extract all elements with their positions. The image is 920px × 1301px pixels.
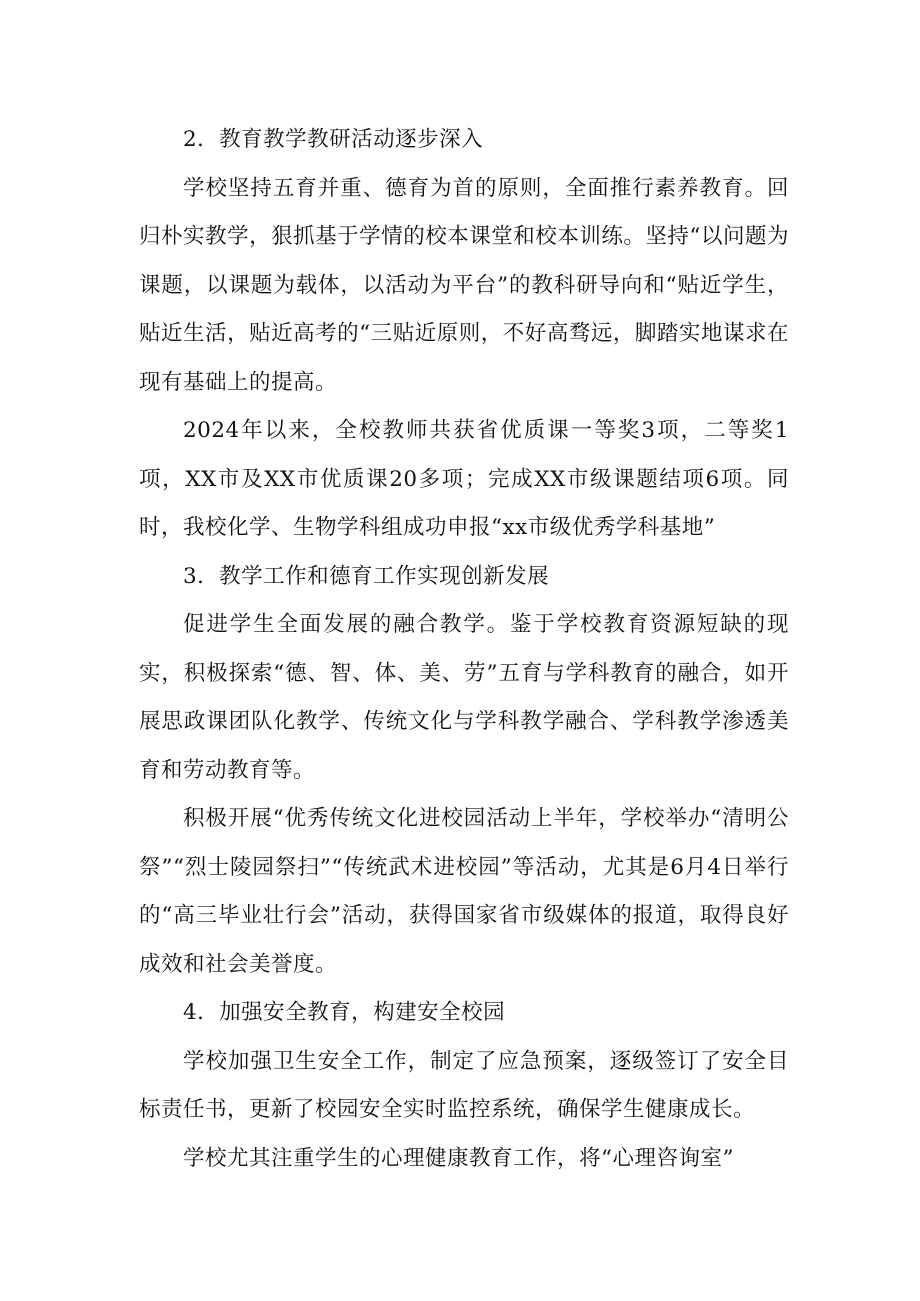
section-heading-3: 3．教学工作和德育工作实现创新发展 [183,563,550,589]
section-heading-2: 2．教育教学教研活动逐步深入 [183,127,484,152]
paragraph-safety-work: 学校加强卫生安全工作，制定了应急预案，逐级签订了安全目标责任书，更新了校园安全实时监控系统，确保学生健康成长。 [139,1048,789,1122]
paragraph-quality-education: 学校坚持五育并重、德育为首的原则，全面推行素养教育。回归朴实教学，狠抓基于学情的校本课堂和校本训练。坚持“以问题为课题，以课题为载体，以活动为平台”的教科研导向和“贴近学生，贴近生活，贴近高考的“三贴近原则，不好高骛远，脚踏实地谋求在现有基础上的提高。 [139,175,789,395]
section-heading-4: 4．加强安全教育，构建安全校园 [183,1000,506,1025]
paragraph-integrated-teaching: 促进学生全面发展的融合教学。鉴于学校教育资源短缺的现实，积极探索“德、智、体、美、劳”五育与学科教育的融合，如开展思政课团队化教学、传统文化与学科教学融合、学科教学渗透美育和劳动教育等。 [139,612,789,783]
paragraph-traditional-culture: 积极开展“优秀传统文化进校园活动上半年，学校举办“清明公祭”“烈士陵园祭扫”“传统武术进校园”等活动，尤其是6月4日举行的“高三毕业壮行会”活动，获得国家省市级媒体的报道，取得良好成效和社会美誉度。 [139,806,789,977]
document-body [139,116,789,1183]
paragraph-mental-health: 学校尤其注重学生的心理健康教育工作，将“心理咨询室” [183,1145,734,1171]
paragraph-awards-2024: 2024年以来，全校教师共获省优质课一等奖3项，二等奖1项，XX市及XX市优质课20多项；完成XX市级课题结项6项。同时，我校化学、生物学科组成功申报“xx市级优秀学科基地” [139,418,789,540]
